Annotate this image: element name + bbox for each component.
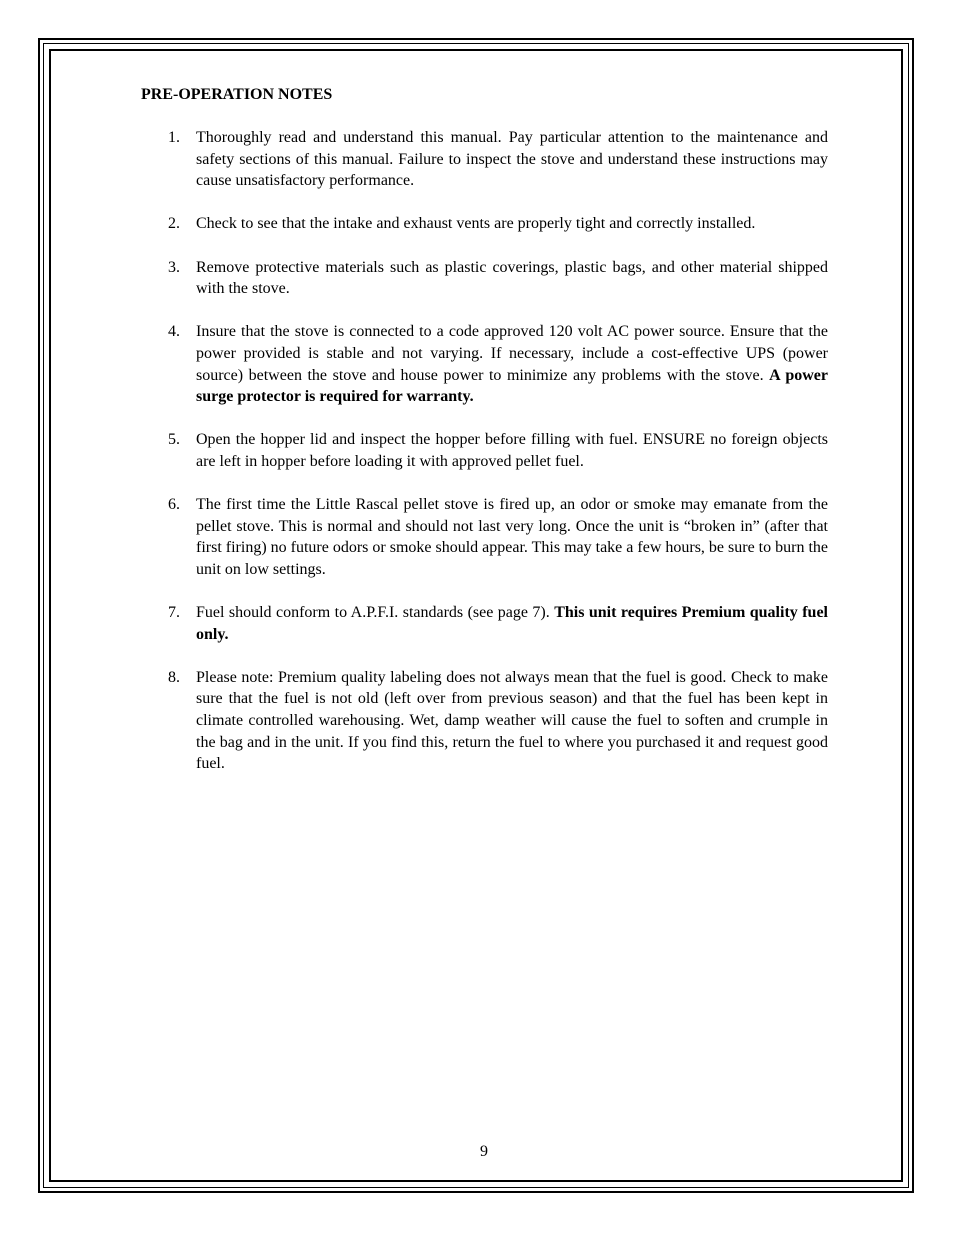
note-text: Please note: Premium quality labeling does not always mean that the fuel is good. Check to make sure that the fuel is not old (left over from previous season) and that the fuel has been kept in climate controlled warehousing. Wet, damp weather will cause the fuel to soften and crumple in the bag and in the unit. If you find this, return the fuel to where you purchased it and request good fuel. [196, 668, 828, 773]
section-heading: PRE-OPERATION NOTES [141, 86, 333, 103]
note-number: 6. [168, 496, 180, 514]
note-text: The first time the Little Rascal pellet stove is fired up, an odor or smoke may emanate from the pellet stove. This is normal and should not last very long. Once the unit is “broken in” (after that first firing) no future odors or smoke should appear. This may take a few hours, be sure to burn the unit on low settings. [196, 496, 828, 578]
note-text: Open the hopper lid and inspect the hopper before filling with fuel. ENSURE no foreign objects are left in hopper before loading it with approved pellet fuel. [196, 431, 828, 470]
note-text: Check to see that the intake and exhaust vents are properly tight and correctly installed. [196, 215, 756, 233]
note-text: Thoroughly read and understand this manual. Pay particular attention to the maintenance and safety sections of this manual. Failure to inspect the stove and understand these instructions may cause unsatisfactory performance. [196, 129, 828, 190]
page-number: 9 [480, 1143, 488, 1160]
pre-operation-notes-list [168, 127, 828, 796]
note-item-5 [168, 429, 828, 472]
warranty-requirement: A power surge protector is required for warranty. [196, 366, 829, 406]
note-text: Fuel should conform to A.P.F.I. standards (see page 7). This unit requires Premium quality fuel only. [196, 604, 828, 643]
note-number: 8. [168, 668, 180, 686]
note-item-6 [168, 494, 828, 580]
note-item-4 [168, 321, 828, 407]
note-number: 5. [168, 431, 180, 449]
note-number: 7. [168, 604, 180, 622]
note-text: Remove protective materials such as plastic coverings, plastic bags, and other material shipped with the stove. [196, 258, 828, 298]
note-number: 1. [168, 129, 180, 146]
note-item-7 [168, 602, 828, 645]
note-item-3 [168, 257, 828, 300]
note-item-2 [168, 213, 828, 235]
note-number: 4. [168, 323, 180, 341]
note-item-1 [168, 127, 828, 192]
fuel-requirement: This unit requires Premium quality fuel only. [196, 604, 828, 643]
note-number: 3. [168, 258, 180, 276]
note-item-8 [168, 667, 828, 775]
note-number: 2. [168, 215, 180, 233]
note-text: Insure that the stove is connected to a code approved 120 volt AC power source. Ensure that the power provided is stable and not varying. If necessary, include a cost-effective UPS (power source) between the stove and house power to minimize any problems with the stove. A power surge protector is required for warranty. [196, 323, 829, 406]
